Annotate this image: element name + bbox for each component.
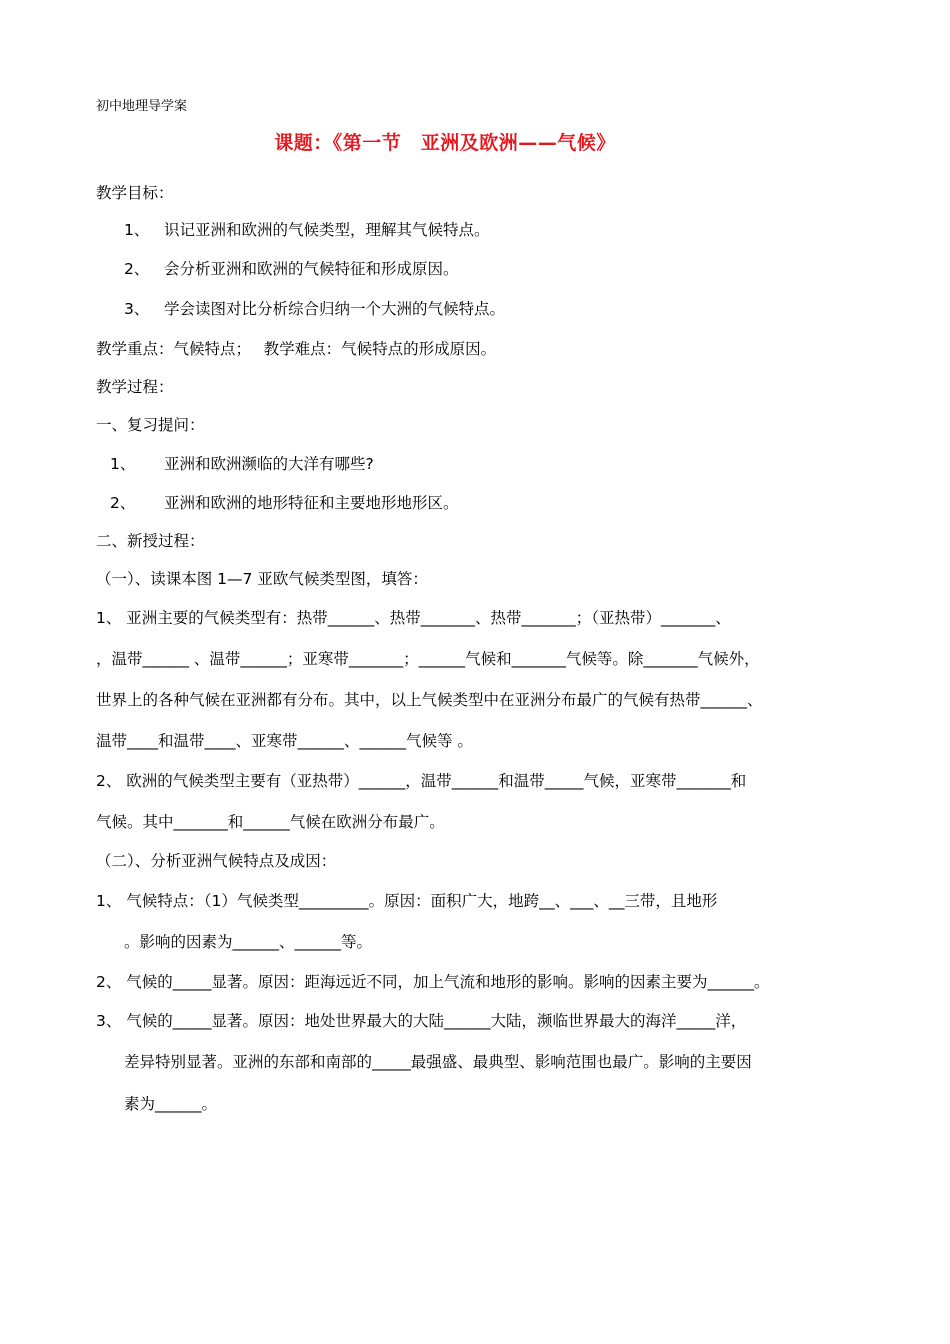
fill-line-5: 2、 欧洲的气候类型主要有（亚热带）______，温带______和温带_____气候，亚寒带_______和: [96, 772, 747, 790]
objective-2: [124, 259, 459, 279]
new-lesson-heading: 二、新授过程：: [96, 532, 205, 550]
fill-line-4: 温带____和温带____、亚寒带______、______气候等 。: [96, 732, 473, 750]
fill-line-11: 差异特别显著。亚洲的东部和南部的_____最强盛、最典型、影响范围也最广。影响的主要因: [124, 1053, 752, 1071]
section-1-heading: （一）、读课本图 1—7 亚欧气候类型图，填答：: [96, 570, 428, 588]
fill-line-9: 2、 气候的_____显著。原因：距海远近不同，加上气流和地形的影响。影响的因素主要为______。: [96, 973, 770, 991]
fill-line-7: 1、 气候特点：（1）气候类型_________。原因：面积广大，地跨__、___、__三带，且地形: [96, 892, 718, 910]
process-heading: 教学过程：: [96, 378, 174, 396]
objective-3: [124, 299, 505, 319]
objective-1-text: 识记亚洲和欧洲的气候类型，理解其气候特点。: [164, 221, 490, 239]
review-heading: 一、复习提问：: [96, 416, 205, 434]
fill-line-12: 素为______。: [124, 1095, 218, 1113]
fill-line-2: ，温带______ 、温带______；亚寒带_______；______气候和_______气候等。除_______气候外，: [96, 650, 760, 668]
review-question-1-text: 亚洲和欧洲濒临的大洋有哪些?: [164, 455, 374, 473]
review-question-2: [110, 493, 459, 513]
section-2-heading: （二）、分析亚洲气候特点及成因：: [96, 852, 337, 870]
fill-line-3: 世界上的各种气候在亚洲都有分布。其中，以上气候类型中在亚洲分布最广的气候有热带______、: [96, 691, 763, 709]
fill-line-10: 3、 气候的_____显著。原因：地处世界最大的大陆______大陆，濒临世界最大的海洋_____洋，: [96, 1012, 747, 1030]
objective-2-text: 会分析亚洲和欧洲的气候特征和形成原因。: [164, 260, 459, 278]
objective-3-text: 学会读图对比分析综合归纳一个大洲的气候特点。: [164, 300, 506, 318]
review-question-2-text: 亚洲和欧洲的地形特征和主要地形地形区。: [164, 494, 459, 512]
objective-3-number: 3、: [124, 300, 150, 318]
objectives-heading: 教学目标：: [96, 184, 174, 202]
page-header: 初中地理导学案: [96, 99, 188, 114]
objective-1-number: 1、: [124, 221, 150, 239]
objective-1: [124, 220, 490, 240]
fill-line-6: 气候。其中_______和______气候在欧洲分布最广。: [96, 813, 445, 831]
page-title: 课题：《第一节 亚洲及欧洲——气候》: [274, 132, 616, 154]
review-question-2-number: 2、: [110, 494, 136, 512]
fill-line-8: 。影响的因素为______、______等。: [124, 933, 373, 951]
review-question-1-number: 1、: [110, 455, 136, 473]
review-question-1: [110, 454, 374, 474]
key-points-line: 教学重点：气候特点； 教学难点：气候特点的形成原因。: [96, 340, 497, 358]
objective-2-number: 2、: [124, 260, 150, 278]
fill-line-1: 1、 亚洲主要的气候类型有：热带______、热带_______、热带_______；（亚热带）_______、: [96, 609, 731, 627]
